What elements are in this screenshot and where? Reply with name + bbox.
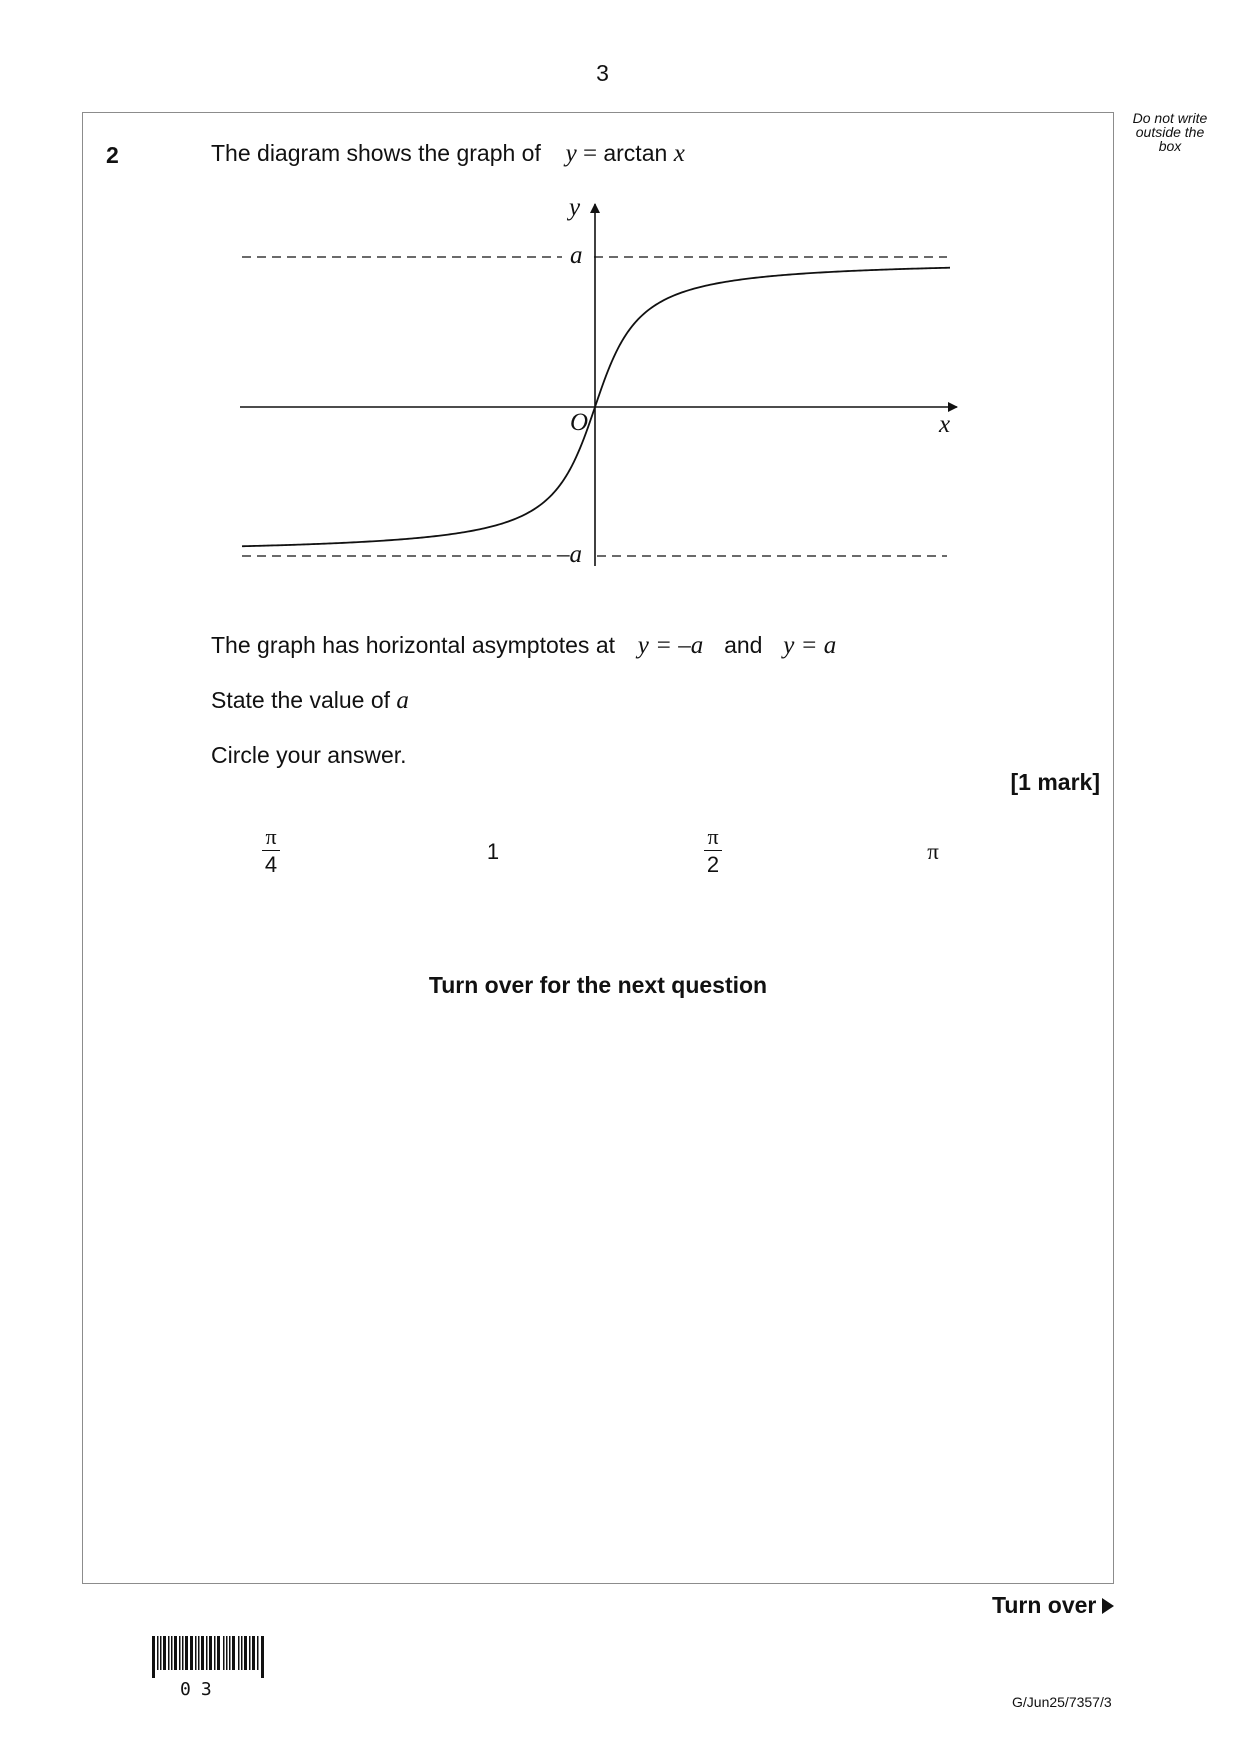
margin-note-line: box xyxy=(1158,138,1182,154)
arctan-graph xyxy=(232,190,972,580)
turn-over-label: Turn over xyxy=(992,1592,1097,1618)
margin-note xyxy=(1122,111,1218,153)
play-arrow-icon xyxy=(1102,1598,1114,1614)
fraction xyxy=(262,826,279,876)
option-value: 1 xyxy=(486,839,500,864)
asymptote-and: and xyxy=(724,632,763,658)
turn-over-next-question: Turn over for the next question xyxy=(428,972,768,998)
origin-label: O xyxy=(570,409,589,436)
y-axis-label: y xyxy=(569,194,581,221)
asymptote-eq1-rhs: = –a xyxy=(648,632,704,659)
barcode-digits: 03 xyxy=(180,1679,222,1700)
page-number: 3 xyxy=(596,60,609,86)
question-intro xyxy=(211,140,685,168)
asymptote-eq2-lhs: y xyxy=(783,632,795,659)
circle-instruction: Circle your answer. xyxy=(211,742,407,768)
answer-option-pi[interactable] xyxy=(913,839,953,865)
state-text: State the value of xyxy=(211,687,391,713)
equation-lhs: y xyxy=(565,140,577,167)
answer-option-pi-over-4[interactable] xyxy=(251,826,291,878)
equation-arg: x xyxy=(673,140,685,167)
answer-option-1[interactable] xyxy=(473,839,513,865)
answer-option-pi-over-2[interactable] xyxy=(693,826,733,878)
state-variable: a xyxy=(396,687,409,714)
upper-asymptote-label: a xyxy=(570,242,583,269)
fraction xyxy=(704,826,721,876)
x-axis-label: x xyxy=(939,411,951,438)
fraction-numerator: π xyxy=(262,826,279,851)
state-sentence xyxy=(211,687,409,715)
margin-note-line: outside the xyxy=(1135,124,1205,140)
asymptote-eq2-rhs: = a xyxy=(794,632,837,659)
fraction-denominator: 2 xyxy=(706,852,720,877)
margin-note-line: Do not write xyxy=(1132,110,1208,126)
question-intro-text: The diagram shows the graph of xyxy=(211,140,541,166)
question-number: 2 xyxy=(106,142,119,168)
lower-asymptote-label: –a xyxy=(557,541,582,568)
asymptote-eq1-lhs: y xyxy=(637,632,649,659)
equation-func: arctan xyxy=(603,140,674,166)
asymptote-sentence xyxy=(211,632,836,660)
fraction-denominator: 4 xyxy=(264,852,278,877)
asymptote-text: The graph has horizontal asymptotes at xyxy=(211,632,616,658)
equation-equals: = xyxy=(576,140,604,167)
paper-reference: G/Jun25/7357/3 xyxy=(1012,1694,1112,1710)
option-value: π xyxy=(927,839,939,864)
fraction-numerator: π xyxy=(704,826,721,851)
barcode xyxy=(152,1636,267,1678)
mark-allocation: [1 mark] xyxy=(1010,769,1100,795)
turn-over xyxy=(992,1592,1114,1619)
